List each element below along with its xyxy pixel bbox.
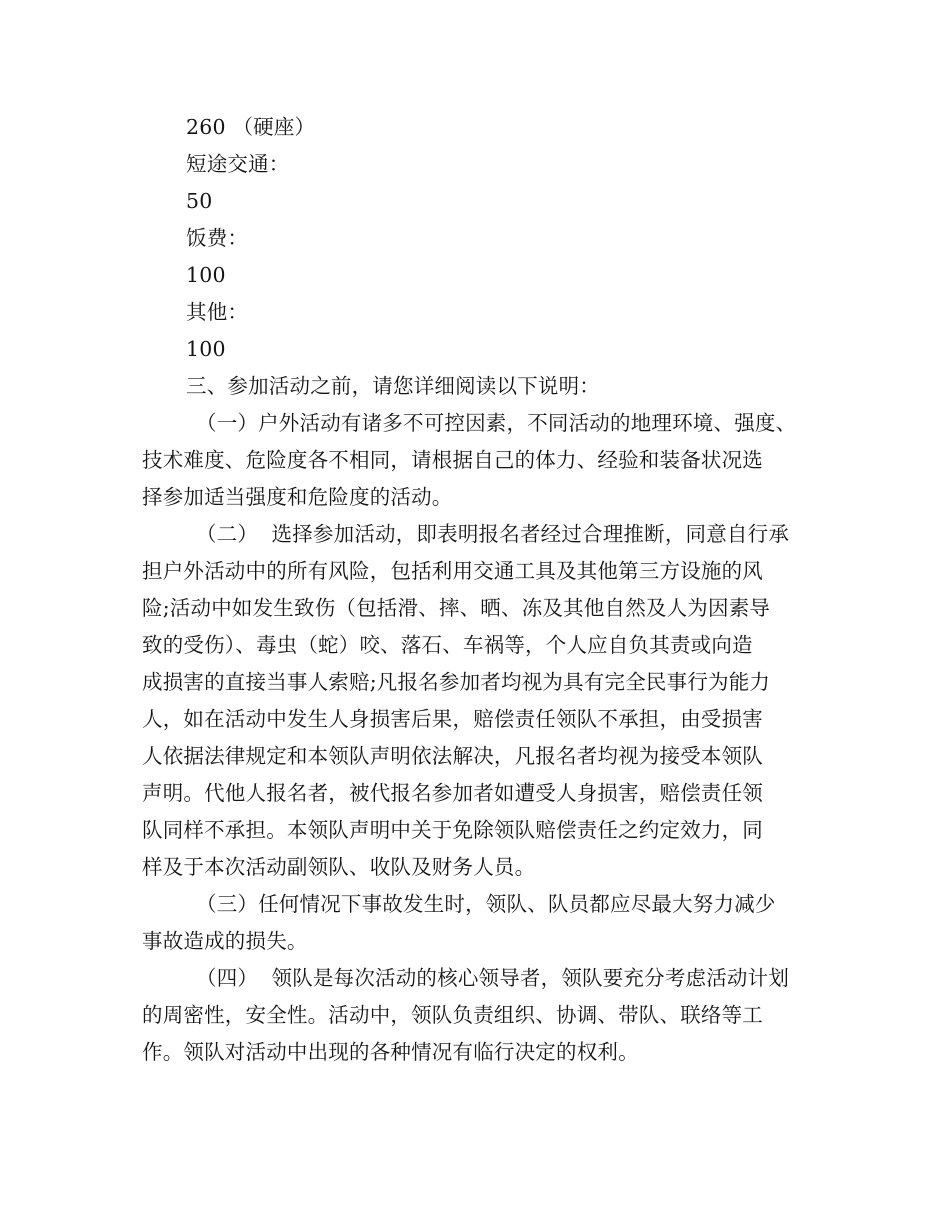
- paragraph-2-line: 样及于本次活动副领队、收队及财务人员。: [142, 855, 536, 879]
- paragraph-4-line: 作。领队对活动中出现的各种情况有临行决定的权利。: [142, 1040, 639, 1064]
- text-line-short-transport-label: 短途交通：: [186, 152, 290, 176]
- paragraph-2-line: 人，如在活动中发生人身损害后果，赔偿责任领队不承担，由受损害: [142, 707, 763, 731]
- paragraph-2-line: 人依据法律规定和本领队声明依法解决，凡报名者均视为接受本领队: [142, 744, 763, 768]
- paragraph-2-line: （二） 选择参加活动，即表明报名者经过合理推断，同意自行承: [196, 522, 790, 546]
- text-line-seat-price: 260 （硬座）: [186, 115, 316, 139]
- text-line-meal-label: 饭费：: [186, 226, 249, 250]
- paragraph-2-line: 险;活动中如发生致伤（包括滑、摔、晒、冻及其他自然及人为因素导: [142, 596, 771, 620]
- section-heading-3: 三、参加活动之前，请您详细阅读以下说明：: [186, 374, 600, 398]
- paragraph-2-line: 声明。代他人报名者，被代报名参加者如遭受人身损害，赔偿责任领: [142, 781, 763, 805]
- paragraph-3-line: （三）任何情况下事故发生时，领队、队员都应尽最大努力减少: [196, 892, 776, 916]
- paragraph-4-line: （四） 领队是每次活动的核心领导者，领队要充分考虑活动计划: [196, 966, 790, 990]
- paragraph-2-line: 成损害的直接当事人索赔;凡报名参加者均视为具有完全民事行为能力: [142, 670, 771, 694]
- paragraph-1-line: 择参加适当强度和危险度的活动。: [142, 485, 453, 509]
- text-line-meal-value: 100: [186, 263, 226, 287]
- paragraph-3-line: 事故造成的损失。: [142, 929, 308, 953]
- paragraph-1-line: 技术难度、危险度各不相同，请根据自己的体力、经验和装备状况选: [142, 448, 763, 472]
- paragraph-2-line: 致的受伤）、毒虫（蛇）咬、落石、车祸等，个人应自负其责或向造: [142, 633, 753, 657]
- text-line-other-label: 其他：: [186, 300, 249, 324]
- paragraph-1-line: （一）户外活动有诸多不可控因素，不同活动的地理环境、强度、: [196, 411, 797, 435]
- text-line-other-value: 100: [186, 337, 226, 361]
- paragraph-4-line: 的周密性，安全性。活动中，领队负责组织、协调、带队、联络等工: [142, 1003, 763, 1027]
- paragraph-2-line: 担户外活动中的所有风险，包括利用交通工具及其他第三方设施的风: [142, 559, 763, 583]
- text-line-short-transport-value: 50: [186, 189, 213, 213]
- paragraph-2-line: 队同样不承担。本领队声明中关于免除领队赔偿责任之约定效力，同: [142, 818, 763, 842]
